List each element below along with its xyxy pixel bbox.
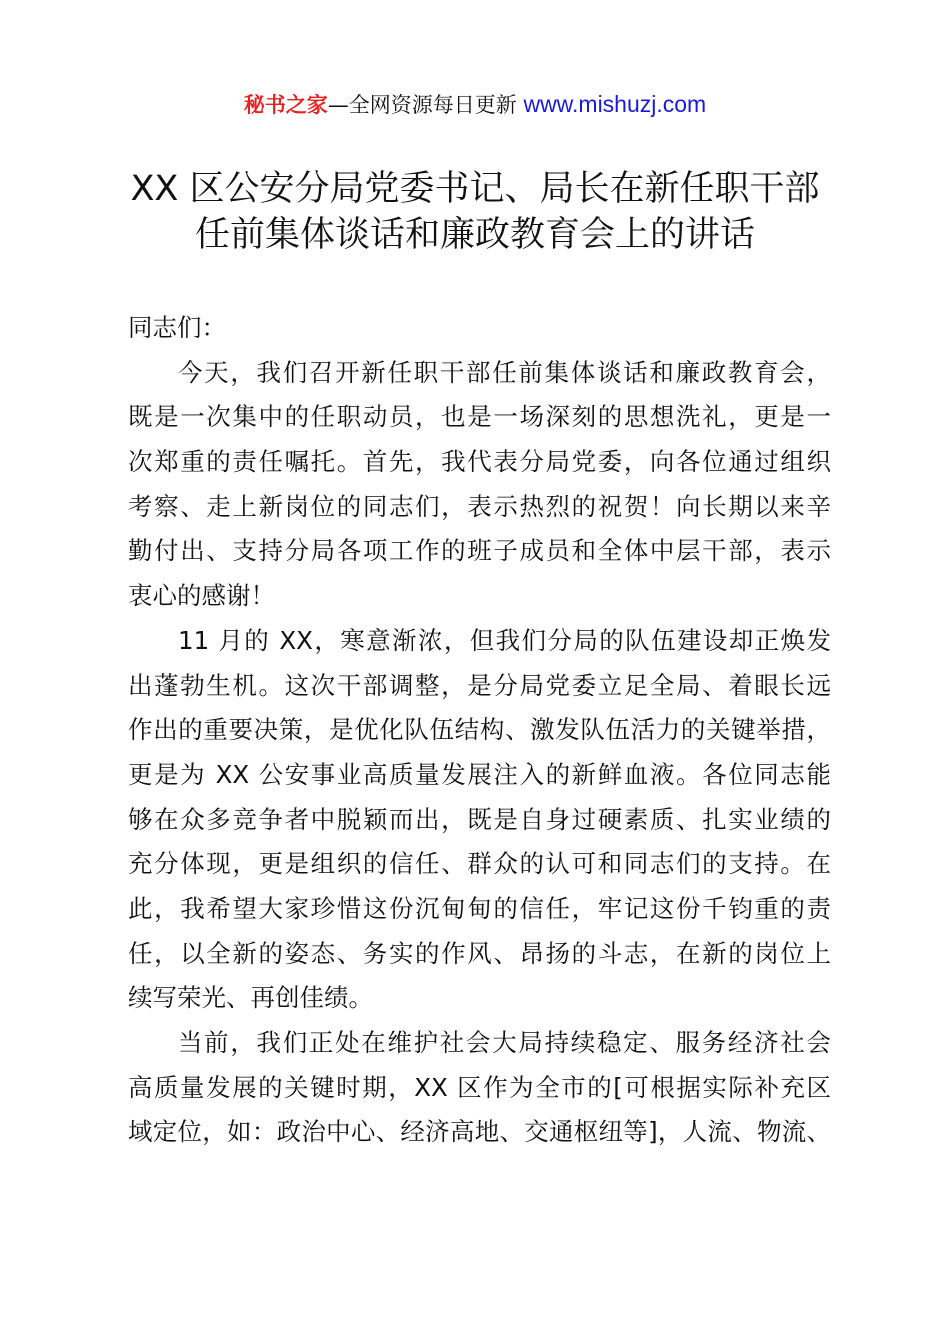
title-line: 任前集体谈话和廉政教育会上的讲话 (194, 215, 755, 255)
paragraph-line: 勤付出、支持分局各项工作的班子成员和全体中层干部，表示 (128, 536, 831, 566)
paragraph-line: 够在众多竞争者中脱颖而出，既是自身过硬素质、扎实业绩的 (128, 804, 831, 834)
paragraph-line: 既是一次集中的任职动员，也是一场深刻的思想洗礼，更是一 (128, 402, 831, 432)
title-line: XX 区公安分局党委书记、局长在新任职干部 (130, 169, 820, 209)
paragraph-line: 更是为 XX 公安事业高质量发展注入的新鲜血液。各位同志能 (128, 759, 831, 789)
paragraph-line: 充分体现，更是组织的信任、群众的认可和同志们的支持。在 (128, 849, 831, 879)
paragraph (128, 1021, 831, 1155)
paragraph (128, 351, 831, 619)
paragraph-line: 作出的重要决策，是优化队伍结构、激发队伍活力的关键举措， (128, 715, 831, 745)
paragraph-line: 此，我希望大家珍惜这份沉甸甸的信任，牢记这份千钧重的责 (128, 893, 831, 923)
banner-tagline: —全网资源每日更新 (327, 93, 517, 117)
paragraph-line: 今天，我们召开新任职干部任前集体谈话和廉政教育会， (178, 357, 831, 387)
paragraphs (128, 351, 831, 1155)
paragraph (128, 619, 831, 1021)
paragraph-line: 高质量发展的关键时期，XX 区作为全市的[可根据实际补充区 (128, 1072, 831, 1102)
paragraph-line: 任，以全新的姿态、务实的作风、昂扬的斗志，在新的岗位上 (128, 938, 831, 968)
salutation: 同志们： (128, 313, 226, 342)
document-body (128, 306, 831, 1155)
paragraph-line: 当前，我们正处在维护社会大局持续稳定、服务经济社会 (178, 1028, 831, 1057)
document-title (0, 166, 950, 258)
paragraph-line: 考察、走上新岗位的同志们，表示热烈的祝贺！向长期以来辛 (128, 491, 831, 521)
paragraph-line: 域定位，如：政治中心、经济高地、交通枢纽等]，人流、物流、 (128, 1117, 831, 1147)
paragraph-line: 11 月的 XX，寒意渐浓，但我们分局的队伍建设却正焕发 (178, 625, 831, 655)
paragraph-line: 衷心的感谢！ (128, 581, 275, 611)
paragraph-line: 次郑重的责任嘱托。首先，我代表分局党委，向各位通过组织 (128, 447, 831, 477)
paragraph-line: 出蓬勃生机。这次干部调整，是分局党委立足全局、着眼长远 (128, 670, 831, 700)
paragraph-line: 续写荣光、再创佳绩。 (128, 983, 373, 1013)
site-banner (0, 88, 950, 121)
site-url-link[interactable]: www.mishuzj.com (523, 91, 707, 117)
brand-name: 秘书之家 (243, 93, 328, 117)
